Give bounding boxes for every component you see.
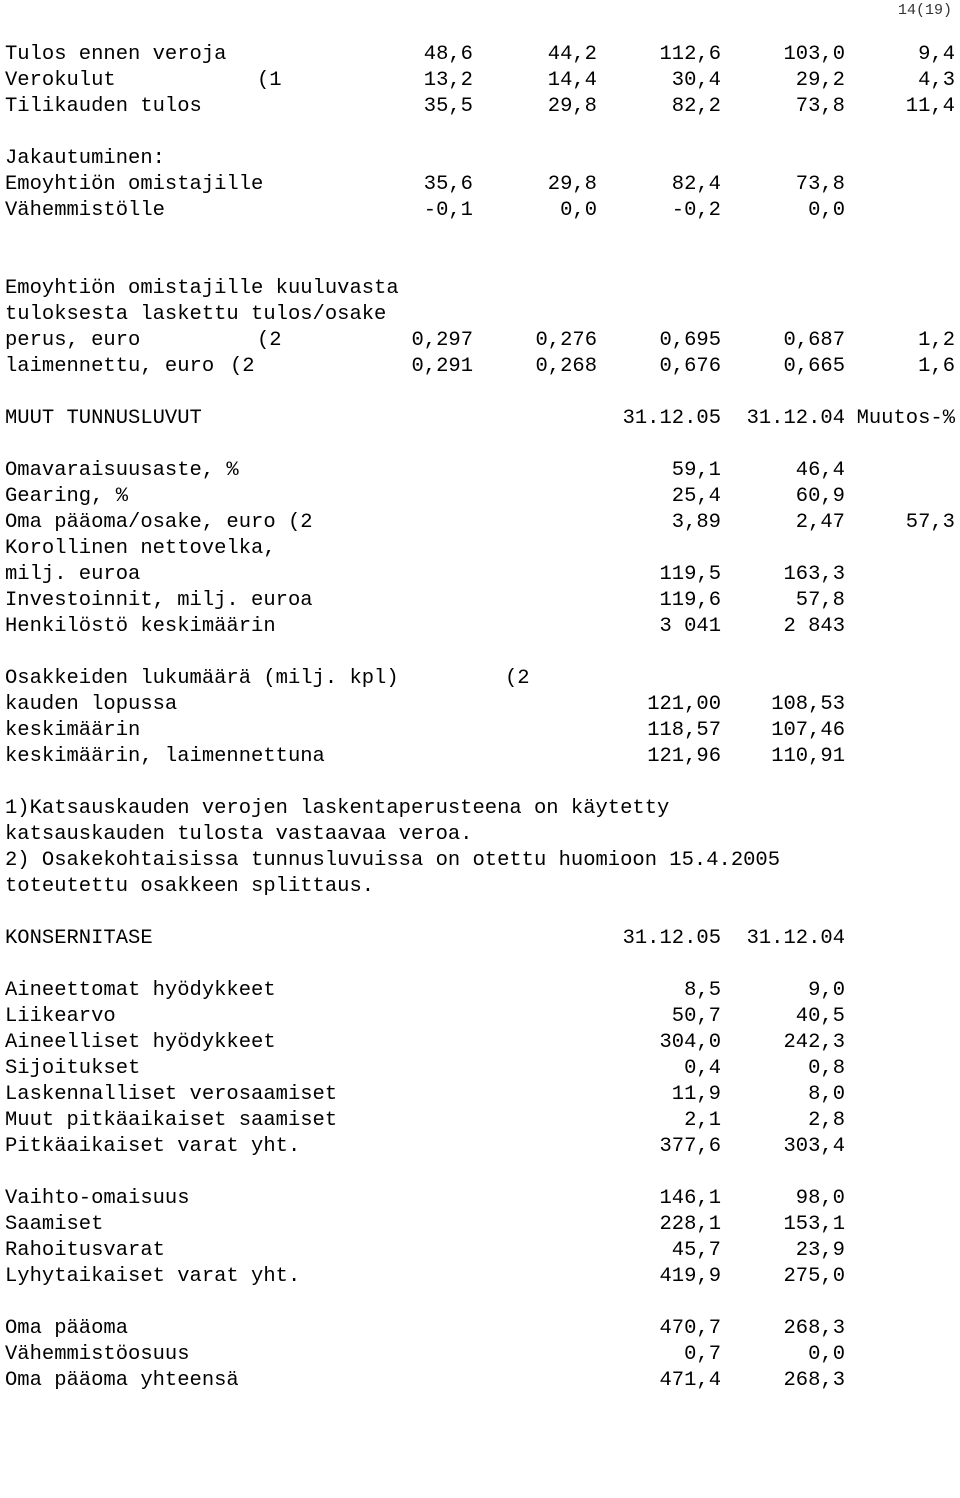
distribution-section	[5, 146, 955, 224]
cell-value: 11,4	[905, 95, 955, 118]
cell-value: 35,6	[423, 173, 473, 196]
cell-value: 82,2	[671, 95, 721, 118]
row-label: perus, euro	[5, 329, 141, 352]
table-row	[5, 744, 955, 770]
table-row	[5, 1108, 955, 1134]
cell-value: 0,276	[535, 329, 597, 352]
cell-value: 107,46	[771, 719, 845, 742]
row-label: Investoinnit, milj. euroa	[5, 589, 313, 612]
section-title-text: MUUT TUNNUSLUVUT	[5, 407, 202, 430]
cell-value: 0,268	[535, 355, 597, 378]
cell-value: 0,297	[411, 329, 473, 352]
cell-value: 73,8	[795, 173, 845, 196]
row-label: Sijoitukset	[5, 1057, 141, 1080]
column-header: 31.12.04	[746, 927, 845, 950]
cell-value: 108,53	[771, 693, 845, 716]
cell-value: 4,3	[918, 69, 955, 92]
row-label: Aineettomat hyödykkeet	[5, 979, 276, 1002]
eps-section	[5, 276, 955, 380]
cell-value: 242,3	[783, 1031, 845, 1054]
footnotes	[5, 796, 955, 900]
row-label: Korollinen nettovelka,	[5, 537, 276, 560]
column-header: 31.12.05	[622, 407, 721, 430]
table-row	[5, 1056, 955, 1082]
cell-value: 0,687	[783, 329, 845, 352]
table-row	[5, 1264, 955, 1290]
cell-value: 471,4	[659, 1369, 721, 1392]
footnote-line: katsauskauden tulosta vastaavaa veroa.	[5, 823, 473, 846]
footnote-line: 2) Osakekohtaisissa tunnusluvuissa on otettu huomioon 15.4.2005	[5, 849, 781, 872]
cell-value: 228,1	[659, 1213, 721, 1236]
cell-value: 46,4	[795, 459, 845, 482]
section-title-text: KONSERNITASE	[5, 927, 153, 950]
cell-value: 9,0	[808, 979, 845, 1002]
shares-section	[5, 666, 955, 770]
footnote-marker: (1	[257, 69, 282, 92]
cell-value: 40,5	[795, 1005, 845, 1028]
section-header-row	[5, 666, 955, 692]
table-row	[5, 692, 955, 718]
row-label: Saamiset	[5, 1213, 104, 1236]
cell-value: 23,9	[795, 1239, 845, 1262]
table-row	[5, 1082, 955, 1108]
cell-value: 119,5	[659, 563, 721, 586]
cell-value: 3,89	[671, 511, 721, 534]
cell-value: 2,8	[808, 1109, 845, 1132]
cell-value: 29,8	[547, 173, 597, 196]
page-number: 14(19)	[897, 2, 952, 19]
section-title-text: Emoyhtiön omistajille kuuluvasta	[5, 277, 399, 300]
row-label: Oma pääoma/osake, euro (2	[5, 511, 313, 534]
cell-value: 48,6	[423, 43, 473, 66]
section-title-text: Jakautuminen:	[5, 147, 165, 170]
row-label: Omavaraisuusaste, %	[5, 459, 239, 482]
footnote-line: toteutettu osakkeen splittaus.	[5, 875, 375, 898]
table-row	[5, 328, 955, 354]
cell-value: 377,6	[659, 1135, 721, 1158]
section-header-row	[5, 406, 955, 432]
cell-value: 11,9	[671, 1083, 721, 1106]
table-row	[5, 536, 955, 562]
cell-value: 2,47	[795, 511, 845, 534]
balance-sheet-section	[5, 926, 955, 1394]
row-label: kauden lopussa	[5, 693, 178, 716]
table-row	[5, 1004, 955, 1030]
cell-value: 112,6	[659, 43, 721, 66]
table-row	[5, 1030, 955, 1056]
cell-value: 0,0	[808, 1343, 845, 1366]
row-label: Vähemmistöosuus	[5, 1343, 190, 1366]
cell-value: 1,6	[918, 355, 955, 378]
cell-value: 45,7	[671, 1239, 721, 1262]
table-row	[5, 458, 955, 484]
cell-value: 0,695	[659, 329, 721, 352]
cell-value: 303,4	[783, 1135, 845, 1158]
row-label: laimennettu, euro	[5, 355, 215, 378]
section-title-text: Osakkeiden lukumäärä (milj. kpl)	[5, 667, 399, 690]
row-label: Vaihto-omaisuus	[5, 1187, 190, 1210]
row-label: Henkilöstö keskimäärin	[5, 615, 276, 638]
cell-value: 1,2	[918, 329, 955, 352]
cell-value: 50,7	[671, 1005, 721, 1028]
cell-value: 419,9	[659, 1265, 721, 1288]
cell-value: 2 843	[783, 615, 845, 638]
row-label: Laskennalliset verosaamiset	[5, 1083, 338, 1106]
table-row	[5, 718, 955, 744]
cell-value: 0,676	[659, 355, 721, 378]
row-label: Oma pääoma yhteensä	[5, 1369, 239, 1392]
cell-value: 0,0	[808, 199, 845, 222]
table-row	[5, 354, 955, 380]
cell-value: 0,4	[684, 1057, 721, 1080]
row-label: Liikearvo	[5, 1005, 116, 1028]
row-label: Tilikauden tulos	[5, 95, 202, 118]
cell-value: 268,3	[783, 1369, 845, 1392]
cell-value: 0,291	[411, 355, 473, 378]
table-row	[5, 1134, 955, 1160]
table-row	[5, 978, 955, 1004]
cell-value: 29,8	[547, 95, 597, 118]
table-row	[5, 198, 955, 224]
cell-value: 0,7	[684, 1343, 721, 1366]
section-title	[5, 146, 955, 172]
cell-value: 268,3	[783, 1317, 845, 1340]
cell-value: 119,6	[659, 589, 721, 612]
table-row	[5, 42, 955, 68]
cell-value: 121,00	[647, 693, 721, 716]
section-title	[5, 302, 955, 328]
cell-value: 73,8	[795, 95, 845, 118]
row-label: Muut pitkäaikaiset saamiset	[5, 1109, 338, 1132]
cell-value: 118,57	[647, 719, 721, 742]
footnote-marker: (2	[505, 667, 530, 690]
table-row	[5, 68, 955, 94]
footnote-marker: (2	[257, 329, 282, 352]
row-label: Aineelliset hyödykkeet	[5, 1031, 276, 1054]
table-row	[5, 1212, 955, 1238]
cell-value: 470,7	[659, 1317, 721, 1340]
table-row	[5, 94, 955, 120]
row-label: keskimäärin	[5, 719, 141, 742]
cell-value: 121,96	[647, 745, 721, 768]
income-section	[5, 42, 955, 120]
cell-value: 9,4	[918, 43, 955, 66]
cell-value: -0,1	[423, 199, 473, 222]
table-row	[5, 562, 955, 588]
cell-value: 275,0	[783, 1265, 845, 1288]
table-row	[5, 588, 955, 614]
row-label: Pitkäaikaiset varat yht.	[5, 1135, 301, 1158]
row-label: milj. euroa	[5, 563, 141, 586]
cell-value: 8,0	[808, 1083, 845, 1106]
table-row	[5, 1238, 955, 1264]
row-label: Verokulut	[5, 69, 116, 92]
row-label: Tulos ennen veroja	[5, 43, 227, 66]
table-row	[5, 510, 955, 536]
row-label: keskimäärin, laimennettuna	[5, 745, 325, 768]
cell-value: 103,0	[783, 43, 845, 66]
cell-value: 153,1	[783, 1213, 845, 1236]
cell-value: 57,8	[795, 589, 845, 612]
cell-value: 35,5	[423, 95, 473, 118]
table-row	[5, 172, 955, 198]
section-title-text: tuloksesta laskettu tulos/osake	[5, 303, 387, 326]
cell-value: 59,1	[671, 459, 721, 482]
section-header-row	[5, 926, 955, 952]
table-row	[5, 484, 955, 510]
table-row	[5, 1368, 955, 1394]
column-header: Muutos-%	[856, 407, 955, 430]
row-label: Vähemmistölle	[5, 199, 165, 222]
cell-value: 13,2	[423, 69, 473, 92]
cell-value: -0,2	[671, 199, 721, 222]
column-header: 31.12.04	[746, 407, 845, 430]
cell-value: 82,4	[671, 173, 721, 196]
cell-value: 8,5	[684, 979, 721, 1002]
column-header: 31.12.05	[622, 927, 721, 950]
section-title	[5, 276, 955, 302]
footnote-line: 1)Katsauskauden verojen laskentaperusteena on käytetty	[5, 797, 670, 820]
cell-value: 29,2	[795, 69, 845, 92]
footnote-marker: (2	[230, 355, 255, 378]
table-row	[5, 1316, 955, 1342]
row-label: Rahoitusvarat	[5, 1239, 165, 1262]
cell-value: 0,665	[783, 355, 845, 378]
cell-value: 304,0	[659, 1031, 721, 1054]
row-label: Oma pääoma	[5, 1317, 129, 1340]
table-row	[5, 1342, 955, 1368]
cell-value: 25,4	[671, 485, 721, 508]
row-label: Gearing, %	[5, 485, 129, 508]
cell-value: 0,0	[560, 199, 597, 222]
table-row	[5, 614, 955, 640]
financial-report	[5, 42, 955, 1394]
cell-value: 98,0	[795, 1187, 845, 1210]
cell-value: 14,4	[547, 69, 597, 92]
row-label: Emoyhtiön omistajille	[5, 173, 264, 196]
table-row	[5, 1186, 955, 1212]
cell-value: 3 041	[659, 615, 721, 638]
cell-value: 146,1	[659, 1187, 721, 1210]
cell-value: 110,91	[771, 745, 845, 768]
cell-value: 0,8	[808, 1057, 845, 1080]
cell-value: 2,1	[684, 1109, 721, 1132]
cell-value: 30,4	[671, 69, 721, 92]
cell-value: 57,3	[905, 511, 955, 534]
key-figures-section	[5, 406, 955, 640]
cell-value: 163,3	[783, 563, 845, 586]
row-label: Lyhytaikaiset varat yht.	[5, 1265, 301, 1288]
cell-value: 44,2	[547, 43, 597, 66]
cell-value: 60,9	[795, 485, 845, 508]
